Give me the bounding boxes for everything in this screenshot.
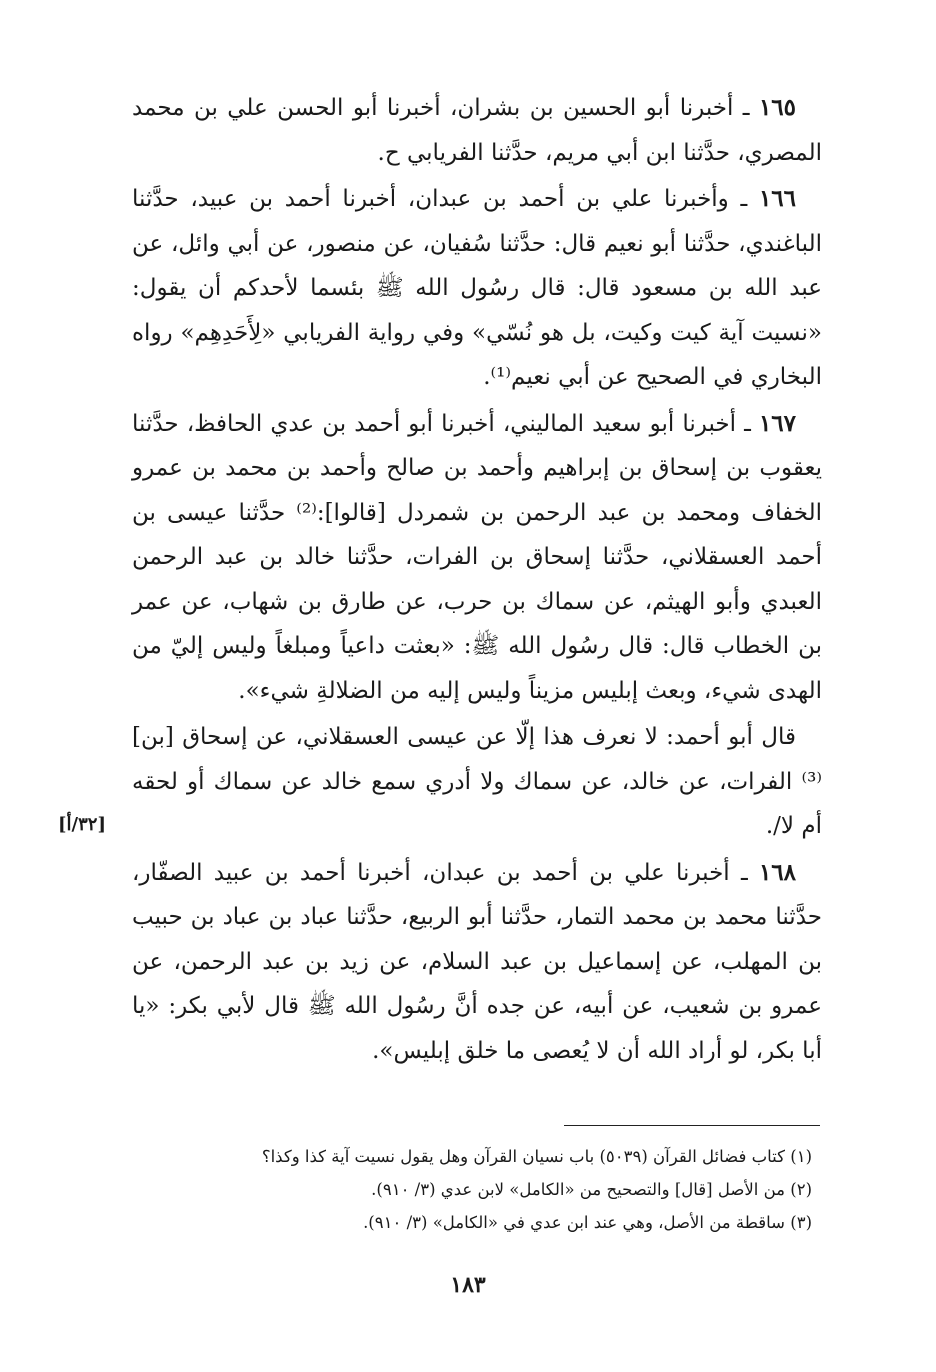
footnotes <box>132 1140 822 1239</box>
paragraph-165 <box>132 86 822 175</box>
paragraph-168 <box>132 851 822 1074</box>
paragraph-text: ـ وأخبرنا علي بن أحمد بن عبدان، أخبرنا أحمد بن عبيد، حدَّثنا الباغندي، حدَّثنا أبو نعيم قال: حدَّثنا سُفيان، عن منصور، عن أبي وائل، عن عبد الله بن مسعود قال: قال رسُول الله ﷺ بئسما لأحدكم أن يقول: «نسيت آية كيت وكيت، بل هو نُسّي» وفي رواية الفريابي «لِأَحَدِهِم» رواه البخاري في الصحيح عن أبي نعيم⁽¹⁾. <box>132 186 822 390</box>
footnote-1: (١) كتاب فضائل القرآن (٥٠٣٩) باب نسيان القرآن وهل يقول نسيت آية كذا وكذا؟ <box>261 1147 812 1166</box>
hadith-number: ١٦٨ <box>758 858 796 886</box>
paragraph-text: ـ أخبرنا علي بن أحمد بن عبدان، أخبرنا أحمد بن عبيد الصفّار، حدَّثنا محمد بن محمد التمار، حدَّثنا أبو الربيع، حدَّثنا عباد بن عباد بن حبيب بن المهلب، عن إسماعيل بن عبد السلام، عن زيد بن عبد الرحمن، عن عمرو بن شعيب، عن أبيه، عن جده أنَّ رسُول الله ﷺ قال لأبي بكر: «يا أبا بكر، لو أراد الله أن لا يُعصى ما خلق إبليس». <box>132 859 822 1064</box>
paragraph-166 <box>132 177 822 400</box>
hadith-number: ١٦٧ <box>758 409 796 437</box>
page-number: ١٨٣ <box>450 1272 486 1298</box>
hadith-number: ١٦٥ <box>758 94 796 121</box>
paragraph-text: ـ أخبرنا أبو الحسين بن بشران، أخبرنا أبو الحسن علي بن محمد المصري، حدَّثنا ابن أبي مريم، حدَّثنا الفريابي ح. <box>132 95 822 166</box>
paragraph-comment <box>132 715 822 849</box>
footnote-2: (٢) من الأصل [قال] والتصحيح من «الكامل» لابن عدي (٣/ ٩١٠). <box>371 1180 812 1199</box>
footnote-3: (٣) ساقطة من الأصل، وهي عند ابن عدي في «الكامل» (٣/ ٩١٠). <box>363 1213 812 1232</box>
footnote-separator <box>564 1125 820 1126</box>
main-text <box>132 86 822 1073</box>
manuscript-folio-marker: [٣٢/أ] <box>58 814 106 835</box>
paragraph-167 <box>132 402 822 714</box>
paragraph-text: ـ أخبرنا أبو سعيد الماليني، أخبرنا أبو أحمد بن عدي الحافظ، حدَّثنا يعقوب بن إسحاق بن إبراهيم وأحمد بن صالح وأحمد بن محمد بن عمرو الخفاف ومحمد بن عبد الرحمن بن شمردل [قالوا]:⁽²⁾ حدَّثنا عيسى بن أحمد العسقلاني، حدَّثنا إسحاق بن الفرات، حدَّثنا خالد بن عبد الرحمن العبدي وأبو الهيثم، عن سماك بن حرب، عن طارق بن شهاب، عن عمر بن الخطاب قال: قال رسُول الله ﷺ: «بعثت داعياً ومبلغاً وليس إليّ من الهدى شيء، وبعث إبليس مزيناً وليس إليه من الضلالةِ شيء». <box>132 410 822 704</box>
paragraph-text: قال أبو أحمد: لا نعرف هذا إلّا عن عيسى العسقلاني، عن إسحاق [بن]⁽³⁾ الفرات، عن خالد، عن سماك ولا أدري سمع خالد عن سماك أو لحقه أم لا/. <box>132 724 822 839</box>
hadith-number: ١٦٦ <box>758 185 796 212</box>
